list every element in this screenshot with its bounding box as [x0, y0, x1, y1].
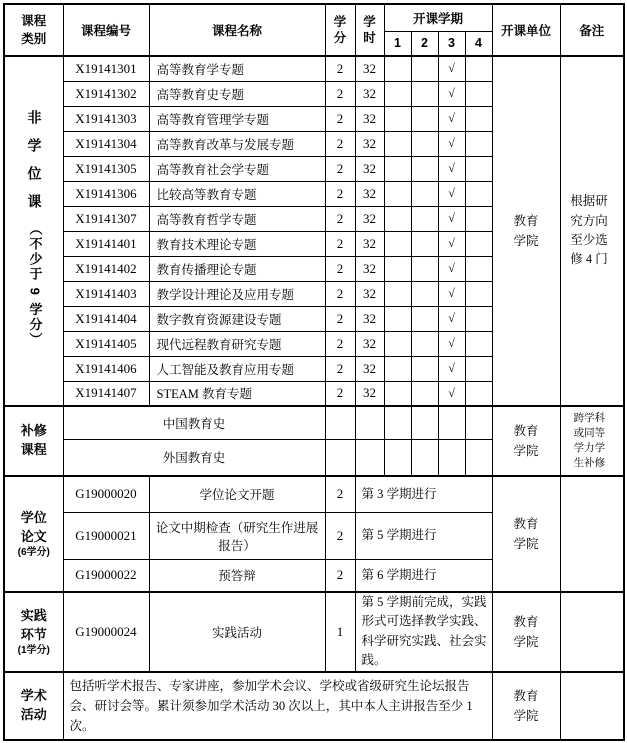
hours-cell: 32 — [355, 81, 384, 106]
course-name-cell: 论文中期检查（研究生作进展报告） — [149, 512, 325, 559]
semester-cell — [411, 306, 438, 331]
semester-check-cell: √ — [438, 206, 465, 231]
semester-cell — [384, 56, 411, 81]
course-code-cell: G19000024 — [63, 592, 149, 672]
header-credits: 学分 — [325, 4, 355, 56]
semester-cell — [465, 439, 492, 476]
hours-cell: 32 — [355, 206, 384, 231]
semester-cell — [384, 206, 411, 231]
semester-cell — [465, 256, 492, 281]
credits-cell: 2 — [325, 512, 355, 559]
course-code-cell: X19141403 — [63, 281, 149, 306]
hours-cell: 32 — [355, 356, 384, 381]
semester-cell — [465, 381, 492, 406]
semester-cell — [411, 231, 438, 256]
semester-check-cell: √ — [438, 106, 465, 131]
schedule-cell: 第 3 学期进行 — [355, 476, 492, 512]
unit-cell: 教育学院 — [492, 56, 560, 406]
course-name-cell: 高等教育哲学专题 — [149, 206, 325, 231]
curriculum-table — [3, 3, 625, 741]
table-row — [4, 56, 624, 81]
semester-cell — [384, 81, 411, 106]
semester-cell — [384, 331, 411, 356]
header-row — [4, 4, 624, 31]
credits-cell: 2 — [325, 356, 355, 381]
unit-cell: 教育学院 — [492, 672, 560, 740]
header-sem-1: 1 — [384, 31, 411, 56]
course-name-cell: 教育传播理论专题 — [149, 256, 325, 281]
hours-cell: 32 — [355, 381, 384, 406]
schedule-cell: 第 5 学期前完成，实践形式可选择教学实践、科学研究实践、社会实践。 — [355, 592, 492, 672]
semester-cell — [411, 406, 438, 439]
course-name-cell: 比较高等教育专题 — [149, 181, 325, 206]
table-row — [4, 406, 624, 439]
header-code: 课程编号 — [63, 4, 149, 56]
course-name-cell: 学位论文开题 — [149, 476, 325, 512]
table-row — [4, 476, 624, 512]
semester-cell — [465, 331, 492, 356]
course-name-cell: 高等教育改革与发展专题 — [149, 131, 325, 156]
note-cell: 根据研究方向至少选修 4 门 — [560, 56, 624, 406]
hours-cell: 32 — [355, 131, 384, 156]
hours-cell — [355, 439, 384, 476]
semester-cell — [438, 439, 465, 476]
category-vertical-label: 非学位课（不少于 9 学分） — [26, 110, 43, 348]
semester-cell — [465, 306, 492, 331]
credits-cell: 2 — [325, 256, 355, 281]
semester-cell — [465, 181, 492, 206]
semester-check-cell: √ — [438, 81, 465, 106]
course-name-cell: 预答辩 — [149, 559, 325, 592]
semester-cell — [465, 131, 492, 156]
credits-cell: 2 — [325, 181, 355, 206]
semester-cell — [384, 281, 411, 306]
header-note: 备注 — [560, 4, 624, 56]
semester-cell — [384, 439, 411, 476]
semester-cell — [411, 181, 438, 206]
course-name-cell: 高等教育史专题 — [149, 81, 325, 106]
schedule-cell: 第 6 学期进行 — [355, 559, 492, 592]
note-cell — [560, 672, 624, 740]
semester-cell — [384, 156, 411, 181]
semester-check-cell: √ — [438, 56, 465, 81]
semester-cell — [384, 406, 411, 439]
course-name-cell: 高等教育管理学专题 — [149, 106, 325, 131]
hours-cell: 32 — [355, 256, 384, 281]
header-sem-3: 3 — [438, 31, 465, 56]
credits-cell — [325, 406, 355, 439]
course-name-cell: 高等教育学专题 — [149, 56, 325, 81]
hours-cell — [355, 406, 384, 439]
header-name: 课程名称 — [149, 4, 325, 56]
semester-cell — [411, 131, 438, 156]
course-name-cell: 中国教育史 — [63, 406, 325, 439]
credits-cell: 2 — [325, 56, 355, 81]
semester-check-cell: √ — [438, 131, 465, 156]
course-code-cell: X19141304 — [63, 131, 149, 156]
semester-cell — [384, 356, 411, 381]
semester-check-cell: √ — [438, 156, 465, 181]
table-row — [4, 672, 624, 740]
semester-cell — [411, 331, 438, 356]
unit-cell: 教育学院 — [492, 592, 560, 672]
course-name-cell: 人工智能及教育应用专题 — [149, 356, 325, 381]
semester-cell — [465, 156, 492, 181]
course-name-cell: 教学设计理论及应用专题 — [149, 281, 325, 306]
semester-check-cell: √ — [438, 306, 465, 331]
note-cell — [560, 476, 624, 592]
hours-cell: 32 — [355, 306, 384, 331]
header-unit: 开课单位 — [492, 4, 560, 56]
header-sem-2: 2 — [411, 31, 438, 56]
semester-cell — [384, 131, 411, 156]
course-code-cell: X19141402 — [63, 256, 149, 281]
semester-cell — [411, 81, 438, 106]
schedule-cell: 第 5 学期进行 — [355, 512, 492, 559]
semester-cell — [384, 306, 411, 331]
unit-cell: 教育学院 — [492, 406, 560, 476]
course-code-cell: G19000022 — [63, 559, 149, 592]
credits-cell: 2 — [325, 281, 355, 306]
semester-cell — [411, 256, 438, 281]
unit-cell: 教育学院 — [492, 476, 560, 592]
course-code-cell: X19141303 — [63, 106, 149, 131]
credits-cell: 2 — [325, 231, 355, 256]
credits-cell: 2 — [325, 81, 355, 106]
header-sem-4: 4 — [465, 31, 492, 56]
course-code-cell: X19141301 — [63, 56, 149, 81]
course-code-cell: X19141405 — [63, 331, 149, 356]
semester-cell — [384, 106, 411, 131]
course-name-cell: 实践活动 — [149, 592, 325, 672]
semester-check-cell: √ — [438, 256, 465, 281]
semester-cell — [411, 356, 438, 381]
note-cell — [560, 592, 624, 672]
semester-cell — [411, 281, 438, 306]
course-name-cell: STEAM 教育专题 — [149, 381, 325, 406]
header-category: 课程类别 — [4, 4, 63, 56]
course-code-cell: G19000020 — [63, 476, 149, 512]
header-semester-group: 开课学期 — [384, 4, 492, 31]
semester-check-cell: √ — [438, 356, 465, 381]
semester-cell — [465, 356, 492, 381]
semester-cell — [465, 206, 492, 231]
credits-cell: 2 — [325, 559, 355, 592]
course-code-cell: G19000021 — [63, 512, 149, 559]
semester-cell — [438, 406, 465, 439]
course-name-cell: 外国教育史 — [63, 439, 325, 476]
semester-check-cell: √ — [438, 381, 465, 406]
semester-check-cell: √ — [438, 281, 465, 306]
course-code-cell: X19141404 — [63, 306, 149, 331]
course-code-cell: X19141401 — [63, 231, 149, 256]
category-supplementary: 补修课程 — [4, 406, 63, 476]
course-name-cell: 高等教育社会学专题 — [149, 156, 325, 181]
semester-cell — [465, 106, 492, 131]
credits-cell: 2 — [325, 331, 355, 356]
hours-cell: 32 — [355, 331, 384, 356]
course-code-cell: X19141307 — [63, 206, 149, 231]
credits-cell: 2 — [325, 476, 355, 512]
academic-description-cell: 包括听学术报告、专家讲座，参加学术会议、学校或省级研究生论坛报告会、研讨会等。累计须参加学术活动 30 次以上，其中本人主讲报告至少 1 次。 — [63, 672, 492, 740]
semester-cell — [465, 281, 492, 306]
semester-cell — [384, 231, 411, 256]
semester-cell — [465, 406, 492, 439]
course-name-cell: 现代远程教育研究专题 — [149, 331, 325, 356]
semester-cell — [411, 206, 438, 231]
table-row — [4, 592, 624, 672]
semester-cell — [384, 181, 411, 206]
semester-cell — [411, 56, 438, 81]
course-name-cell: 数字教育资源建设专题 — [149, 306, 325, 331]
hours-cell: 32 — [355, 156, 384, 181]
semester-cell — [411, 156, 438, 181]
semester-cell — [384, 381, 411, 406]
category-academic: 学术活动 — [4, 672, 63, 740]
semester-check-cell: √ — [438, 331, 465, 356]
semester-cell — [465, 231, 492, 256]
credits-cell: 2 — [325, 206, 355, 231]
credits-cell: 2 — [325, 156, 355, 181]
category-non-degree — [4, 56, 63, 406]
semester-cell — [384, 256, 411, 281]
credits-cell: 2 — [325, 381, 355, 406]
credits-cell: 2 — [325, 306, 355, 331]
credits-cell: 1 — [325, 592, 355, 672]
hours-cell: 32 — [355, 231, 384, 256]
semester-cell — [465, 56, 492, 81]
credits-cell — [325, 439, 355, 476]
semester-check-cell: √ — [438, 231, 465, 256]
category-practice: 实践环节 (1学分) — [4, 592, 63, 672]
semester-cell — [411, 439, 438, 476]
course-code-cell: X19141406 — [63, 356, 149, 381]
category-thesis: 学位论文 (6学分) — [4, 476, 63, 592]
course-code-cell: X19141302 — [63, 81, 149, 106]
course-code-cell: X19141306 — [63, 181, 149, 206]
credits-cell: 2 — [325, 131, 355, 156]
course-code-cell: X19141305 — [63, 156, 149, 181]
credits-cell: 2 — [325, 106, 355, 131]
hours-cell: 32 — [355, 56, 384, 81]
semester-cell — [411, 381, 438, 406]
course-name-cell: 教育技术理论专题 — [149, 231, 325, 256]
semester-cell — [411, 106, 438, 131]
semester-cell — [465, 81, 492, 106]
course-code-cell: X19141407 — [63, 381, 149, 406]
hours-cell: 32 — [355, 181, 384, 206]
hours-cell: 32 — [355, 106, 384, 131]
note-cell: 跨学科或同等学力学生补修 — [560, 406, 624, 476]
hours-cell: 32 — [355, 281, 384, 306]
header-hours: 学时 — [355, 4, 384, 56]
semester-check-cell: √ — [438, 181, 465, 206]
